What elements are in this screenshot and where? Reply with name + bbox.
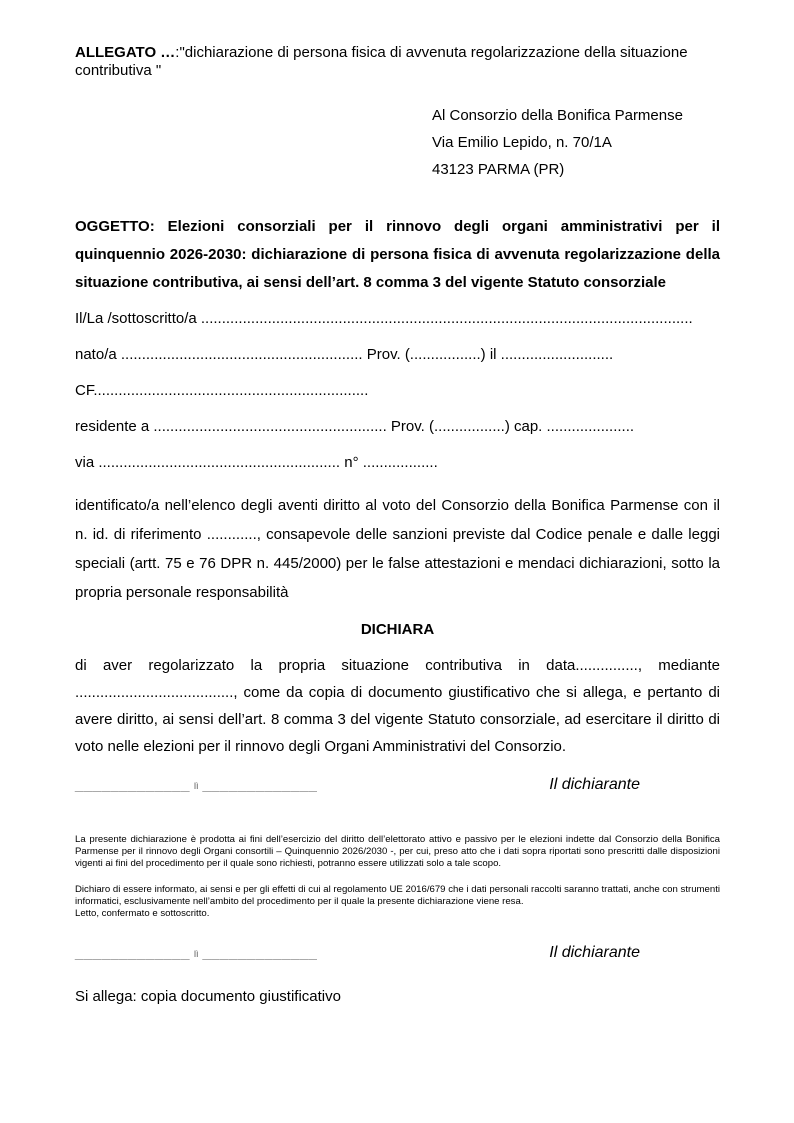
allegato-title-text: :"dichiarazione di persona fisica di avvenuta regolarizzazione della situazione contributiva " — [75, 44, 688, 79]
recipient-block — [432, 102, 720, 183]
field-codice-fiscale: CF.................................................................. — [75, 383, 369, 398]
li-label: lì — [193, 781, 199, 791]
attachment-note: Si allega: copia documento giustificativo — [75, 988, 341, 1005]
recipient-line-city: 43123 PARMA (PR) — [432, 161, 565, 178]
field-residente-a: residente a ........................................................ Prov. (.................) cap. ..................... — [75, 419, 635, 434]
allegato-label: ALLEGATO … — [75, 44, 176, 61]
field-via: via .......................................................... n° .................. — [75, 455, 438, 470]
recipient-line-street: Via Emilio Lepido, n. 70/1A — [432, 134, 612, 151]
field-sottoscritto: Il/La /sottoscritto/a ...................................................................................................................... — [75, 311, 693, 326]
subject-paragraph: OGGETTO: Elezioni consorziali per il rinnovo degli organi amministrativi per il quinquennio 2026-2030: dichiarazione di persona fisica di avvenuta regolarizzazione della situazione contributiva, ai sensi dell’art. 8 comma 3 del vigente Statuto consorziale — [75, 218, 720, 291]
declaration-paragraph: di aver regolarizzato la propria situazione contributiva in data..............., mediante ......................................, come da copia di documento giustificativo che si allega, e pertanto di avere diritto, ai sensi dell’art. 8 comma 3 del vigente Statuto consorziale, ad esercitare il diritto di voto nelle elezioni per il rinnovo degli Organi Amministrativi del Consorzio. — [75, 657, 720, 755]
signature-date-line-2 — [75, 944, 317, 961]
form-fields — [75, 311, 720, 470]
privacy-closing-line: Letto, confermato e sottoscritto. — [75, 908, 210, 919]
signature-date-line-1 — [75, 776, 317, 793]
dichiarante-label-2: Il dichiarante — [549, 944, 640, 961]
privacy-paragraph-2: Dichiaro di essere informato, ai sensi e per gli effetti di cui al regolamento UE 2016/679 che i dati personali raccolti saranno trattati, anche con strumenti informatici, esclusivamente nell’ambito del procedimento per il quale la presente dichiarazione viene resa. — [75, 884, 720, 907]
signature-place-line: _____________ — [75, 944, 190, 961]
identification-paragraph: identificato/a nell’elenco degli aventi diritto al voto del Consorzio della Bonifica Parmense con il n. id. di riferimento ............, consapevole delle sanzioni previste dal Codice penale e dalle leggi speciali (artt. 75 e 76 DPR n. 445/2000) per le false attestazioni e mendaci dichiarazioni, sotto la propria personale responsabilità — [75, 497, 720, 601]
signature-date-line: _____________ — [202, 776, 318, 793]
dichiara-heading: DICHIARA — [360, 621, 435, 638]
recipient-line-org: Al Consorzio della Bonifica Parmense — [432, 107, 683, 124]
signature-row-2 — [75, 944, 720, 962]
privacy-paragraph-1: La presente dichiarazione è prodotta ai fini dell’esercizio del diritto dell’elettorato attivo e passivo per le elezioni indette dal Consorzio della Bonifica Parmense per il rinnovo degli Organi consortili – Quinquennio 2026/2030 -, per cui, preso atto che i dati sopra riportati sono prescritti dalle disposizioni vigenti ai fini del procedimento per il quale sono richiesti, potranno essere utilizzati solo a tale scopo. — [75, 834, 720, 869]
signature-place-line: _____________ — [75, 776, 190, 793]
signature-date-line: _____________ — [202, 944, 318, 961]
li-label: lì — [193, 949, 199, 959]
field-nato-a: nato/a .......................................................... Prov. (.................) il ........................... — [75, 347, 614, 362]
allegato-header — [75, 44, 720, 80]
signature-row-1 — [75, 776, 720, 794]
dichiarante-label-1: Il dichiarante — [549, 776, 640, 793]
